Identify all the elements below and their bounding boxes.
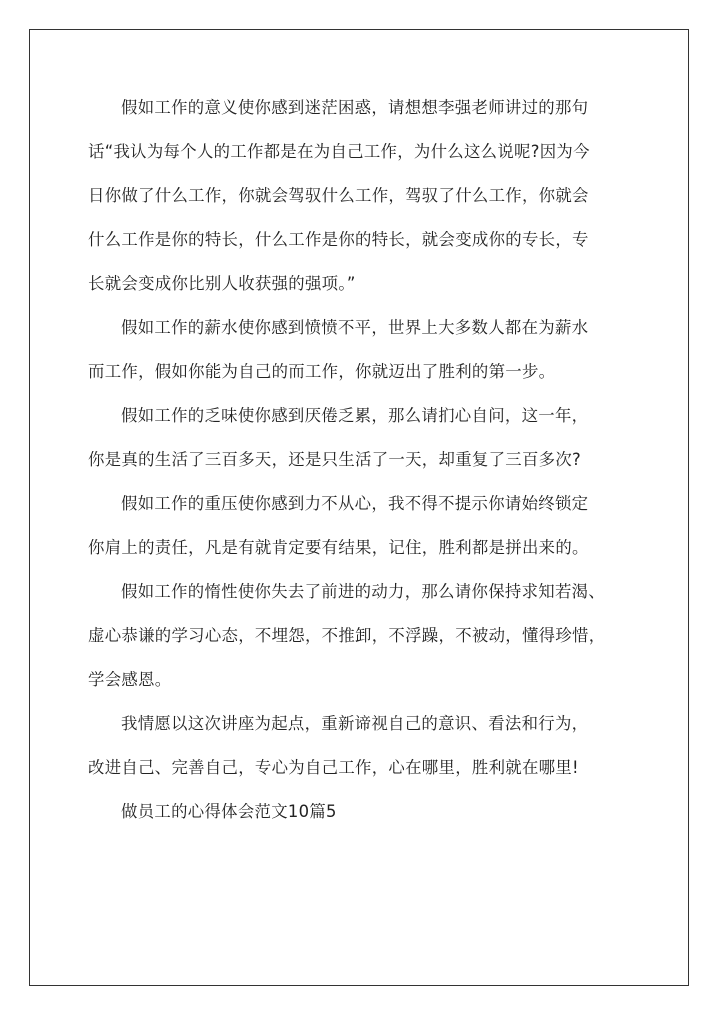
- text-line-2: 话“我认为每个人的工作都是在为自己工作，为什么这么说呢?因为今: [88, 142, 590, 161]
- text-line-1: 假如工作的意义使你感到迷茫困惑，请想想李强老师讲过的那句: [121, 98, 589, 117]
- text-line-11: 你肩上的责任，凡是有就肯定要有结果，记住，胜利都是拼出来的。: [88, 538, 589, 557]
- text-line-5: 长就会变成你比别人收获强的强项。”: [88, 274, 356, 293]
- text-line-3: 日你做了什么工作，你就会驾驭什么工作，驾驭了什么工作，你就会: [88, 186, 589, 205]
- text-line-6: 假如工作的薪水使你感到愤愤不平，世界上大多数人都在为薪水: [121, 318, 589, 337]
- text-line-4: 什么工作是你的特长，什么工作是你的特长，就会变成你的专长，专: [88, 230, 589, 249]
- text-line-13: 虚心恭谦的学习心态，不埋怨，不推卸，不浮躁，不被动，懂得珍惜，: [88, 626, 606, 645]
- section-heading: 做员工的心得体会范文10篇5: [121, 802, 337, 821]
- text-line-10: 假如工作的重压使你感到力不从心，我不得不提示你请始终锁定: [121, 494, 589, 513]
- text-line-16: 改进自己、完善自己，专心为自己工作，心在哪里，胜利就在哪里!: [88, 758, 579, 777]
- text-line-14: 学会感恩。: [88, 670, 172, 689]
- document-body: [88, 86, 633, 834]
- text-line-12: 假如工作的惰性使你失去了前进的动力，那么请你保持求知若渴、: [121, 582, 606, 601]
- text-line-7: 而工作，假如你能为自己的而工作，你就迈出了胜利的第一步。: [88, 362, 556, 381]
- text-line-8: 假如工作的乏味使你感到厌倦乏累，那么请扪心自问，这一年，: [121, 406, 589, 425]
- text-line-9: 你是真的生活了三百多天，还是只生活了一天，却重复了三百多次?: [88, 450, 582, 469]
- text-line-15: 我情愿以这次讲座为起点，重新谛视自己的意识、看法和行为，: [121, 714, 589, 733]
